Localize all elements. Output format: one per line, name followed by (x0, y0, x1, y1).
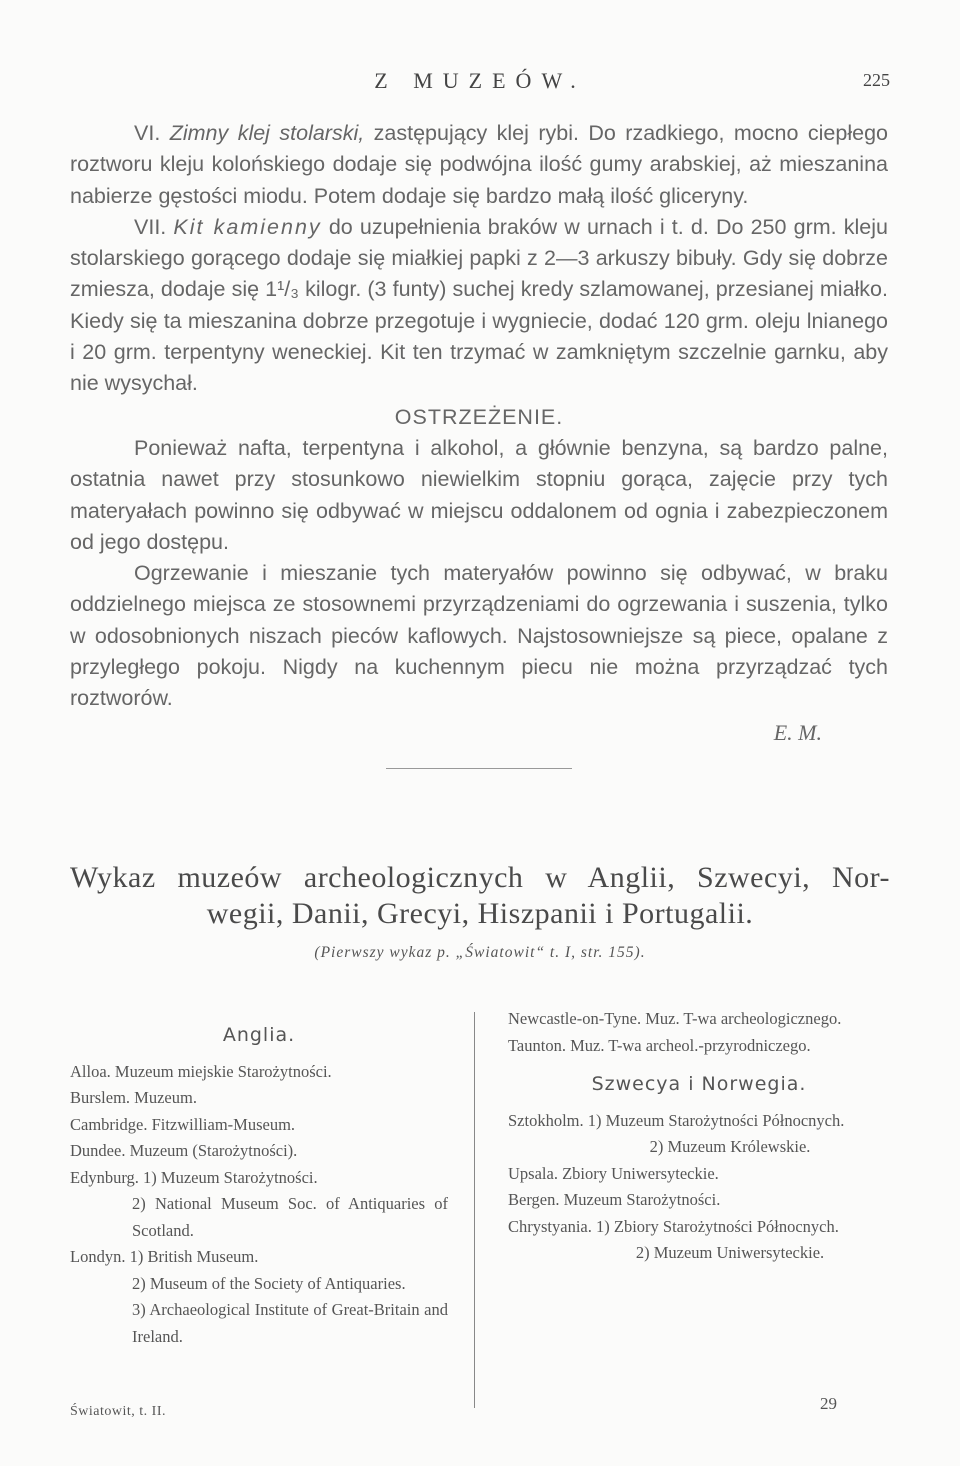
city-name: Dundee. (70, 1141, 126, 1160)
heading-szwecya-norwegia: Szwecya i Norwegia. (591, 1073, 807, 1095)
museum-name: 2) Muzeum Królewskie. (649, 1137, 811, 1156)
section-vii-title: Kit kamienny (173, 214, 322, 239)
running-title: Z MUZEÓW. (374, 68, 586, 93)
museum-name: 2) Muzeum Uniwersyteckie. (635, 1243, 825, 1262)
section-vii-label: VII. (134, 214, 167, 239)
page-header (70, 68, 890, 98)
list-title-line-2: wegii, Danii, Grecyi, Hiszpanii i Portugalii. (206, 897, 754, 930)
section-vii (70, 212, 888, 400)
section-vi-title: Zimny klej stolarski, (169, 121, 365, 145)
section-vii-text: do uzupełnienia braków w urnach i t. d. Do 250 grm. kleju stolarskiego gorącego dodaje się miałkiej papki z 2—3 arkuszy bibuły. Gdy się dobrze zmiesza, dodaje się 1¹/₃ kilogr. (3 funty) suchej kredy szlamowanej, przesianej miałko. Kiedy się ta mieszanina dobrze przegotuje i wygniecie, dodać 120 grm. oleju lnianego i 20 grm. terpentyny weneckiej. Kit ten trzymać w zamkniętym szczelnie garnku, aby nie wysychał. (70, 214, 888, 396)
footer-signature: Światowit, t. II. (70, 1404, 166, 1419)
list-title-line-1: Wykaz muzeów archeologicznych w Anglii, Szwecyi, Nor- (70, 861, 890, 894)
city-name: Newcastle-on-Tyne. (508, 1009, 642, 1028)
list-item (70, 1059, 448, 1086)
list-item (70, 1085, 448, 1112)
list-item (508, 1161, 890, 1188)
museum-name: Muzeum. (134, 1088, 197, 1107)
warning-heading: OSTRZEŻENIE. (394, 404, 564, 429)
city-name: Bergen. (508, 1190, 560, 1209)
list-item (70, 1165, 448, 1245)
city-name: Taunton. (508, 1035, 566, 1055)
page-number: 225 (863, 70, 890, 90)
list-item (508, 1108, 890, 1161)
column-divider (474, 1012, 475, 1408)
list-item (70, 1244, 448, 1350)
museum-name: Muzeum (Starożytności). (129, 1141, 298, 1160)
museum-name: Muzeum miejskie Starożytności. (114, 1061, 332, 1081)
museum-name: Fitzwilliam-Museum. (151, 1114, 296, 1134)
list-item (508, 1187, 890, 1214)
section-vi (70, 118, 888, 212)
museum-name: 2) Museum of the Society of Antiquaries. (132, 1273, 406, 1293)
museum-name: Muz. T-wa archeol.-przyrodniczego. (570, 1035, 811, 1055)
section-vi-text: zastępujący klej rybi. Do rzadkiego, mocno ciepłego roztworu kleju kolońskiego dodaje się podwójna ilość gumy arabskiej, aż mieszanina nabierze gęstości miodu. Potem dodaje się bardzo małą ilość gliceryny. (70, 121, 888, 208)
museum-name: 1) Muzeum Starożytności. (143, 1167, 318, 1187)
list-item (508, 1006, 890, 1033)
city-name: Edynburg. (70, 1167, 139, 1187)
list-subtitle: (Pierwszy wykaz p. „Światowit“ t. I, str. 155). (314, 944, 646, 961)
right-column (508, 1006, 890, 1267)
museum-name: 1) Muzeum Starożytności Północnych. (587, 1110, 845, 1130)
list-item (508, 1033, 890, 1060)
city-name: Chrystyania. (508, 1216, 592, 1236)
list-item (70, 1138, 448, 1165)
museum-name: Muzeum Starożytności. (563, 1190, 721, 1209)
museum-name: Muz. T-wa archeologicznego. (645, 1009, 842, 1028)
list-item (508, 1214, 890, 1267)
list-item (70, 1112, 448, 1139)
list-title (70, 860, 890, 932)
heading-anglia: Anglia. (222, 1024, 296, 1046)
city-name: Alloa. (70, 1061, 111, 1081)
museum-name: 1) British Museum. (129, 1247, 259, 1266)
city-name: Burslem. (70, 1088, 131, 1107)
author-signature: E. M. (773, 719, 822, 745)
sheet-number: 29 (820, 1394, 837, 1413)
city-name: Upsala. (508, 1163, 558, 1183)
section-vi-label: VI. (134, 121, 161, 145)
city-name: Cambridge. (70, 1114, 148, 1134)
warning-paragraph-2: Ogrzewanie i mieszanie tych materyałów powinno się odbywać, w braku oddzielnego miejsca ze stosownemi przyrządzeniami do ogrzewania i suszenia, tylko w odosobnionych niszach pieców kaflowych. Najstosowniejsze są piece, opalane z przyległego pokoju. Nigdy na kuchennym piecu nie można przyrządzać tych roztworów. (70, 561, 888, 711)
city-name: Sztokholm. (508, 1110, 584, 1130)
left-column (70, 1006, 448, 1350)
museum-name: 1) Zbiory Starożytności Północnych. (596, 1216, 839, 1236)
article-body (70, 118, 888, 769)
warning-paragraph-1: Ponieważ nafta, terpentyna i alkohol, a głównie benzyna, są bardzo palne, ostatnia nawet przy stosunkowo niewielkim stopniu gorąca, zajęcie przy tych materyałach powinno się odbywać w miejscu oddalonem od ognia i zabezpieczonem od jego dostępu. (70, 435, 888, 554)
section-divider (386, 768, 572, 769)
museum-name: 3) Archaeological Institute of Great-Britain and Ireland. (132, 1300, 448, 1346)
city-name: Londyn. (70, 1247, 126, 1266)
museum-name: Zbiory Uniwersyteckie. (562, 1163, 719, 1183)
museum-name: 2) National Museum Soc. of Antiquaries of Scotland. (132, 1194, 448, 1240)
museum-list (70, 1006, 890, 1406)
